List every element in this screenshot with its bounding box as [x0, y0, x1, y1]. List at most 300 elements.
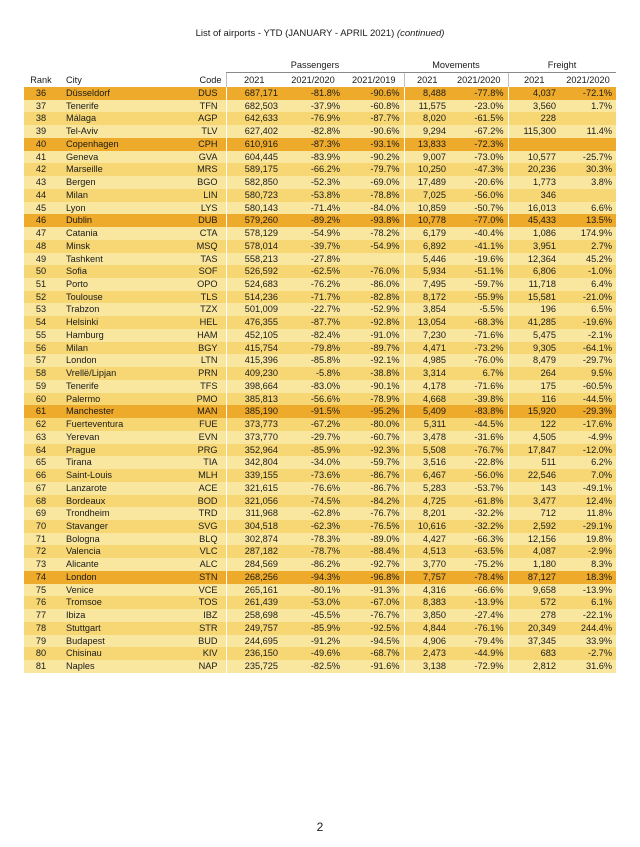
cell-frt: 22,546 — [508, 469, 560, 482]
cell-rank: 50 — [35, 266, 47, 277]
cell-pax-2019: -92.7% — [370, 559, 400, 570]
cell-frt: 1,086 — [508, 227, 560, 240]
cell-frt: 12,156 — [508, 533, 560, 546]
cell-pax-2020: -82.8% — [310, 126, 340, 137]
cell-mov-2020: -47.3% — [474, 164, 504, 175]
cell-frt-2020: -29.3% — [582, 406, 613, 417]
cell-rank: 70 — [35, 520, 47, 531]
cell-frt: 3,560 — [508, 100, 560, 113]
cell-frt-2020: 3.8% — [591, 177, 613, 188]
cell-pax-2019: -91.0% — [370, 329, 400, 340]
cell-frt-2020: -12.0% — [582, 444, 613, 455]
cell-code: LIN — [203, 189, 218, 200]
cell-mov-2020: -40.4% — [474, 228, 504, 239]
cell-pax-2019: -60.8% — [370, 100, 400, 111]
cell-pax-2020: -37.9% — [310, 100, 340, 111]
cell-pax-2020: -89.2% — [310, 215, 340, 226]
cell-rank: 36 — [35, 88, 47, 98]
cell-frt: 278 — [508, 609, 560, 622]
cell-frt-2020: -25.7% — [582, 151, 613, 162]
cell-mov: 7,025 — [404, 189, 450, 202]
cell-code: TZX — [200, 304, 218, 315]
cell-mov: 7,757 — [404, 571, 450, 584]
cell-rank: 68 — [35, 495, 47, 506]
cell-rank: 79 — [35, 635, 47, 646]
cell-pax-2020: -81.8% — [310, 88, 340, 98]
cell-frt — [508, 138, 560, 151]
cell-pax-2019: -38.8% — [370, 368, 400, 379]
cell-pax-2020: -76.6% — [310, 482, 340, 493]
header-pax-2021-2020: 2021/2020 — [291, 75, 335, 85]
cell-pax-2020: -39.7% — [310, 240, 340, 251]
cell-frt-2020: -13.9% — [582, 584, 613, 595]
table-row — [24, 354, 616, 367]
cell-pax-2019: -60.7% — [370, 431, 400, 442]
table-row — [24, 622, 616, 635]
cell-pax-2019: -90.6% — [370, 126, 400, 137]
cell-mov-2020: -83.8% — [474, 406, 504, 417]
cell-pax: 687,171 — [226, 87, 282, 100]
cell-city: Porto — [66, 279, 88, 290]
cell-city: Ibiza — [66, 610, 86, 621]
cell-mov-2020: -61.5% — [474, 113, 504, 124]
cell-pax: 578,014 — [226, 240, 282, 253]
cell-pax-2019: -78.9% — [370, 393, 400, 404]
cell-code: GVA — [198, 151, 218, 162]
cell-pax-2020: -87.3% — [310, 138, 340, 149]
table-row — [24, 253, 616, 266]
cell-pax-2019: -67.0% — [370, 597, 400, 608]
cell-pax-2020: -78.3% — [310, 533, 340, 544]
table-body — [24, 87, 616, 673]
cell-pax-2020: -71.7% — [310, 291, 340, 302]
cell-mov-2020: -56.0% — [474, 470, 504, 481]
cell-mov-2020: -77.0% — [474, 215, 504, 226]
cell-mov-2020: -50.7% — [474, 202, 504, 213]
cell-pax: 235,725 — [226, 660, 282, 673]
cell-mov: 4,985 — [404, 354, 450, 367]
cell-mov: 4,513 — [404, 545, 450, 558]
cell-pax-2019: -76.7% — [370, 508, 400, 519]
cell-code: CPH — [198, 138, 218, 149]
cell-city: Tenerife — [66, 100, 99, 111]
cell-rank: 63 — [35, 431, 47, 442]
cell-mov: 3,138 — [404, 660, 450, 673]
cell-code: PRN — [198, 368, 218, 379]
cell-pax-2020: -80.1% — [310, 584, 340, 595]
cell-mov: 9,294 — [404, 125, 450, 138]
cell-frt: 5,475 — [508, 329, 560, 342]
cell-pax-2020: -52.3% — [310, 177, 340, 188]
cell-mov: 8,020 — [404, 112, 450, 125]
cell-rank: 62 — [35, 419, 47, 430]
cell-code: ACE — [198, 482, 218, 493]
cell-city: Milan — [66, 342, 88, 353]
cell-pax-2019: -79.7% — [370, 164, 400, 175]
header-passengers: Passengers — [226, 57, 404, 73]
cell-frt: 115,300 — [508, 125, 560, 138]
cell-frt-2020: 6.6% — [591, 202, 613, 213]
cell-pax: 261,439 — [226, 596, 282, 609]
cell-city: Minsk — [66, 240, 90, 251]
cell-rank: 67 — [35, 482, 47, 493]
cell-mov-2020: -22.8% — [474, 457, 504, 468]
cell-rank: 51 — [35, 279, 47, 290]
cell-frt-2020 — [560, 138, 616, 151]
cell-city: Lyon — [66, 202, 86, 213]
cell-frt-2020: -17.6% — [582, 419, 613, 430]
cell-code: AGP — [198, 113, 218, 124]
header-frt-2021: 2021 — [508, 73, 560, 88]
cell-code: BGY — [198, 342, 218, 353]
cell-city: Helsinki — [66, 317, 99, 328]
table-row — [24, 635, 616, 648]
cell-frt-2020: 6.2% — [591, 457, 613, 468]
cell-mov: 8,488 — [404, 87, 450, 100]
header-city: City — [66, 74, 82, 85]
cell-frt-2020: -44.5% — [582, 393, 613, 404]
cell-mov: 6,467 — [404, 469, 450, 482]
cell-pax-2019: -90.2% — [370, 151, 400, 162]
cell-mov: 4,316 — [404, 584, 450, 597]
cell-code: MLH — [198, 470, 218, 481]
cell-pax-2019: -93.1% — [370, 138, 400, 149]
table-row — [24, 87, 616, 100]
cell-pax-2020: -82.4% — [310, 329, 340, 340]
cell-pax-2019: -92.8% — [370, 317, 400, 328]
cell-frt-2020: 6.1% — [591, 597, 613, 608]
cell-mov-2020: -78.4% — [474, 571, 504, 582]
cell-pax: 582,850 — [226, 176, 282, 189]
cell-frt-2020: -49.1% — [582, 482, 613, 493]
cell-pax: 385,190 — [226, 405, 282, 418]
cell-pax-2020: -66.2% — [310, 164, 340, 175]
cell-frt: 16,013 — [508, 202, 560, 215]
cell-pax-2020: -87.7% — [310, 317, 340, 328]
cell-frt: 4,087 — [508, 545, 560, 558]
cell-pax: 558,213 — [226, 253, 282, 266]
cell-mov: 4,725 — [404, 495, 450, 508]
cell-city: Vrellë/Lipjan — [66, 368, 117, 379]
cell-code: OPO — [197, 279, 218, 290]
cell-frt-2020: -64.1% — [582, 342, 613, 353]
cell-frt-2020: 6.4% — [591, 279, 613, 290]
cell-pax: 352,964 — [226, 444, 282, 457]
page-number: 2 — [316, 820, 324, 834]
cell-mov: 4,471 — [404, 342, 450, 355]
cell-frt: 11,718 — [508, 278, 560, 291]
cell-mov-2020: -76.7% — [474, 444, 504, 455]
cell-city: Lanzarote — [66, 482, 107, 493]
header-movements: Movements — [404, 57, 508, 73]
cell-mov: 3,850 — [404, 609, 450, 622]
cell-mov: 11,575 — [404, 100, 450, 113]
cell-pax: 452,105 — [226, 329, 282, 342]
cell-pax-2020: -91.2% — [310, 635, 340, 646]
table-row — [24, 112, 616, 125]
cell-mov-2020: -66.3% — [474, 533, 504, 544]
cell-frt: 12,364 — [508, 253, 560, 266]
cell-pax: 589,175 — [226, 163, 282, 176]
cell-mov-2020: -51.1% — [474, 266, 504, 277]
cell-mov-2020: 6.7% — [482, 368, 504, 379]
cell-mov-2020: -76.1% — [474, 622, 504, 633]
cell-mov: 3,314 — [404, 367, 450, 380]
cell-rank: 77 — [35, 610, 47, 621]
table-row — [24, 316, 616, 329]
cell-code: HAM — [197, 329, 218, 340]
table-row — [24, 176, 616, 189]
cell-frt: 15,920 — [508, 405, 560, 418]
cell-pax-2020: -34.0% — [310, 457, 340, 468]
cell-pax-2019: -76.5% — [370, 520, 400, 531]
cell-city: Sofia — [66, 266, 87, 277]
table-row — [24, 240, 616, 253]
table-row — [24, 431, 616, 444]
cell-rank: 46 — [35, 215, 47, 226]
cell-frt: 2,812 — [508, 660, 560, 673]
cell-pax: 268,256 — [226, 571, 282, 584]
header-freight: Freight — [508, 57, 616, 73]
table-row — [24, 469, 616, 482]
table-row — [24, 495, 616, 508]
cell-pax-2019: -86.7% — [370, 470, 400, 481]
cell-city: Málaga — [66, 113, 97, 124]
cell-frt-2020: 18.3% — [585, 571, 613, 582]
cell-mov: 4,427 — [404, 533, 450, 546]
table-row — [24, 303, 616, 316]
cell-frt-2020: 6.5% — [591, 304, 613, 315]
cell-mov-2020: -44.9% — [474, 648, 504, 659]
table-row — [24, 380, 616, 393]
cell-frt-2020: -22.1% — [582, 610, 613, 621]
cell-code: EVN — [198, 431, 218, 442]
cell-rank: 43 — [35, 177, 47, 188]
table-row — [24, 571, 616, 584]
cell-city: Saint-Louis — [66, 470, 112, 481]
table-row — [24, 125, 616, 138]
cell-pax: 415,396 — [226, 354, 282, 367]
cell-mov-2020: -73.2% — [474, 342, 504, 353]
table-row — [24, 100, 616, 113]
cell-frt-2020: -4.9% — [588, 431, 613, 442]
cell-frt: 20,349 — [508, 622, 560, 635]
cell-pax-2019: -84.2% — [370, 495, 400, 506]
cell-pax-2020: -82.5% — [310, 661, 340, 672]
table-row — [24, 278, 616, 291]
cell-city: Dublin — [66, 215, 93, 226]
cell-city: Toulouse — [66, 291, 103, 302]
cell-city: Bologna — [66, 533, 100, 544]
cell-rank: 55 — [35, 329, 47, 340]
cell-rank: 52 — [35, 291, 47, 302]
cell-mov-2020: -71.6% — [474, 329, 504, 340]
table-row — [24, 291, 616, 304]
cell-pax-2020: -22.7% — [310, 304, 340, 315]
cell-pax: 284,569 — [226, 558, 282, 571]
cell-city: Prague — [66, 444, 96, 455]
cell-mov-2020: -67.2% — [474, 126, 504, 137]
cell-pax: 244,695 — [226, 635, 282, 648]
cell-code: KIV — [202, 648, 218, 659]
cell-mov: 7,495 — [404, 278, 450, 291]
cell-city: Tenerife — [66, 380, 99, 391]
cell-frt: 10,577 — [508, 151, 560, 164]
cell-pax-2019: -76.7% — [370, 610, 400, 621]
cell-rank: 58 — [35, 368, 47, 379]
table-row — [24, 456, 616, 469]
cell-mov: 6,179 — [404, 227, 450, 240]
cell-mov: 5,311 — [404, 418, 450, 431]
cell-city: London — [66, 571, 97, 582]
page-title — [0, 28, 640, 39]
cell-pax: 415,754 — [226, 342, 282, 355]
cell-code: PMO — [196, 393, 218, 404]
cell-frt: 264 — [508, 367, 560, 380]
cell-rank: 45 — [35, 202, 47, 213]
cell-frt: 1,773 — [508, 176, 560, 189]
cell-rank: 60 — [35, 393, 47, 404]
cell-city: Yerevan — [66, 431, 100, 442]
cell-mov: 4,906 — [404, 635, 450, 648]
cell-frt: 3,477 — [508, 495, 560, 508]
cell-rank: 37 — [35, 100, 47, 111]
cell-pax-2019: -90.6% — [370, 88, 400, 98]
cell-code: BGO — [197, 177, 218, 188]
header-frt-2021-2020: 2021/2020 — [566, 75, 610, 85]
cell-pax: 409,230 — [226, 367, 282, 380]
cell-pax: 642,633 — [226, 112, 282, 125]
cell-rank: 40 — [35, 138, 47, 149]
cell-pax: 501,009 — [226, 303, 282, 316]
cell-rank: 41 — [35, 151, 47, 162]
cell-city: Naples — [66, 661, 95, 672]
cell-frt-2020 — [560, 112, 616, 125]
cell-pax-2019: -88.4% — [370, 546, 400, 557]
cell-mov: 10,859 — [404, 202, 450, 215]
cell-frt: 2,592 — [508, 520, 560, 533]
cell-frt-2020: -2.7% — [588, 648, 613, 659]
cell-mov: 17,489 — [404, 176, 450, 189]
cell-code: VCE — [198, 584, 218, 595]
cell-pax: 398,664 — [226, 380, 282, 393]
cell-rank: 59 — [35, 380, 47, 391]
cell-pax-2019: -92.3% — [370, 444, 400, 455]
cell-frt: 87,127 — [508, 571, 560, 584]
cell-frt-2020: 11.8% — [586, 508, 613, 519]
cell-code: TFN — [199, 100, 218, 111]
cell-pax-2020: -79.8% — [310, 342, 340, 353]
cell-code: NAP — [198, 661, 218, 672]
cell-code: MRS — [197, 164, 218, 175]
cell-rank: 48 — [35, 240, 47, 251]
cell-city: Alicante — [66, 559, 99, 570]
cell-mov: 3,770 — [404, 558, 450, 571]
table-row — [24, 214, 616, 227]
table-row — [24, 202, 616, 215]
cell-frt-2020 — [560, 189, 616, 202]
cell-pax-2019: -89.7% — [370, 342, 400, 353]
cell-mov: 7,230 — [404, 329, 450, 342]
cell-rank: 44 — [35, 189, 47, 200]
cell-rank: 78 — [35, 622, 47, 633]
cell-city: Palermo — [66, 393, 101, 404]
cell-city: Geneva — [66, 151, 99, 162]
cell-pax-2020: -5.8% — [315, 368, 340, 379]
cell-pax-2020: -62.5% — [310, 266, 340, 277]
cell-rank: 56 — [35, 342, 47, 353]
cell-frt-2020: -29.1% — [582, 520, 613, 531]
cell-pax: 342,804 — [226, 456, 282, 469]
cell-pax-2020: -29.7% — [310, 431, 340, 442]
cell-pax: 682,503 — [226, 100, 282, 113]
cell-pax-2020: -45.5% — [310, 610, 340, 621]
cell-mov: 5,508 — [404, 444, 450, 457]
cell-code: TFS — [200, 380, 218, 391]
cell-pax-2019: -91.3% — [370, 584, 400, 595]
cell-mov-2020: -72.3% — [474, 138, 504, 149]
cell-code: STN — [199, 571, 218, 582]
cell-rank: 64 — [35, 444, 47, 455]
cell-pax-2019: -82.8% — [370, 291, 400, 302]
cell-frt-2020: -1.0% — [588, 266, 613, 277]
cell-pax-2019: -87.7% — [370, 113, 400, 124]
cell-mov: 4,668 — [404, 393, 450, 406]
table-row — [24, 227, 616, 240]
cell-frt: 41,285 — [508, 316, 560, 329]
cell-frt-2020: 30.3% — [585, 164, 613, 175]
cell-pax-2020: -76.9% — [310, 113, 340, 124]
cell-pax-2019: -89.0% — [370, 533, 400, 544]
cell-mov-2020: -31.6% — [474, 431, 504, 442]
cell-pax: 627,402 — [226, 125, 282, 138]
table-row — [24, 507, 616, 520]
cell-rank: 76 — [35, 597, 47, 608]
cell-mov: 3,854 — [404, 303, 450, 316]
cell-code: PRG — [197, 444, 218, 455]
cell-code: BUD — [198, 635, 218, 646]
cell-pax-2019: -86.7% — [370, 482, 400, 493]
cell-mov: 2,473 — [404, 647, 450, 660]
table-row — [24, 596, 616, 609]
cell-pax: 258,698 — [226, 609, 282, 622]
cell-city: Tromsoe — [66, 597, 102, 608]
cell-mov-2020: -63.5% — [474, 546, 504, 557]
cell-code: TRD — [198, 508, 218, 519]
cell-city: Milan — [66, 189, 88, 200]
cell-mov: 8,383 — [404, 596, 450, 609]
cell-frt-2020: -72.1% — [582, 88, 613, 98]
cell-rank: 49 — [35, 253, 47, 264]
cell-rank: 61 — [35, 406, 47, 417]
cell-mov-2020: -44.5% — [474, 419, 504, 430]
cell-code: TLS — [200, 291, 218, 302]
cell-pax-2019: -84.0% — [370, 202, 400, 213]
cell-city: Catania — [66, 228, 98, 239]
cell-pax-2020: -62.8% — [310, 508, 340, 519]
cell-frt: 4,037 — [508, 87, 560, 100]
cell-code: TAS — [200, 253, 218, 264]
cell-frt-2020: 31.6% — [585, 661, 613, 672]
cell-pax: 304,518 — [226, 520, 282, 533]
airports-table-container — [24, 57, 616, 673]
cell-frt: 15,581 — [508, 291, 560, 304]
cell-code: VLC — [199, 546, 218, 557]
cell-city: Copenhagen — [66, 138, 119, 149]
cell-rank: 71 — [35, 533, 47, 544]
cell-frt-2020: 13.5% — [585, 215, 613, 226]
cell-pax-2020: -83.0% — [310, 380, 340, 391]
